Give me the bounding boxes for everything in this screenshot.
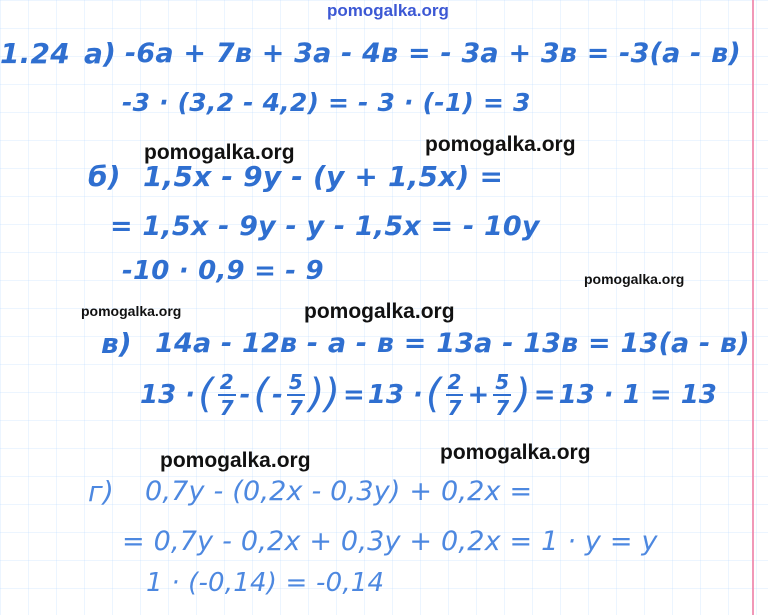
watermark-top: pomogalka.org: [327, 1, 449, 20]
part-g-label: г): [88, 475, 115, 508]
fraction-result: 13 · 1 = 13: [558, 380, 717, 410]
part-g-line-1: 0,7y - (0,2x - 0,3y) + 0,2x =: [145, 476, 533, 507]
part-a-line-1: -6a + 7в + 3a - 4в = - 3a + 3в = -3(a - в): [125, 38, 741, 69]
fraction-prefix: 13 ·: [140, 380, 196, 410]
watermark-mid-center: pomogalka.org: [304, 300, 455, 323]
watermark-bottom-left: pomogalka.org: [160, 449, 311, 472]
equals-sign-2: =: [533, 380, 556, 410]
minus-sign: -: [239, 380, 251, 410]
fraction-5-7-a: [287, 372, 305, 418]
watermark-mid-left: pomogalka.org: [144, 141, 295, 164]
part-b-label: б): [88, 160, 121, 193]
part-g-line-3: 1 · (-0,14) = -0,14: [146, 568, 385, 598]
fraction-numerator: 5: [495, 370, 510, 394]
problem-number: 1.24: [0, 37, 70, 70]
part-b-line-2: = 1,5x - 9y - y - 1,5x = - 10y: [110, 211, 540, 242]
fraction-denominator: 7: [288, 396, 303, 420]
plus-sign: +: [467, 380, 490, 410]
fraction-numerator: 2: [447, 370, 462, 394]
margin-line: [752, 0, 754, 615]
watermark-small-right: pomogalka.org: [584, 271, 685, 287]
fraction-2-7-b: [446, 372, 464, 418]
fraction-5-7-b: [493, 372, 511, 418]
fraction-denominator: 7: [495, 396, 510, 420]
equals-sign-1: =: [343, 380, 365, 410]
fraction-denominator: 7: [447, 396, 462, 420]
fraction-2-7-a: [218, 372, 236, 418]
part-a-label: а): [84, 37, 117, 70]
watermark-small-left: pomogalka.org: [81, 303, 182, 319]
paren-open-3: (: [425, 371, 442, 417]
paren-open-2: (: [253, 371, 270, 417]
fraction-multiplier: 13 ·: [367, 380, 423, 410]
negative-sign: -: [272, 380, 283, 410]
fraction-denominator: 7: [219, 396, 234, 420]
part-v-label: в): [101, 327, 132, 360]
part-a-line-2: -3 · (3,2 - 4,2) = - 3 · (-1) = 3: [122, 88, 531, 117]
fraction-numerator: 2: [219, 370, 234, 394]
paren-close-3: ): [515, 371, 531, 417]
watermark-mid-right: pomogalka.org: [425, 133, 576, 156]
part-g-line-2: = 0,7y - 0,2x + 0,3y + 0,2x = 1 · y = y: [122, 526, 658, 557]
paren-close-double: )): [308, 371, 340, 417]
part-v-line-2: [140, 372, 717, 418]
paren-open-1: (: [198, 371, 214, 417]
watermark-bottom-right: pomogalka.org: [440, 441, 591, 464]
part-b-line-1: 1,5x - 9y - (y + 1,5x) =: [143, 160, 504, 193]
fraction-numerator: 5: [288, 370, 303, 394]
part-v-line-1: 14a - 12в - a - в = 13a - 13в = 13(a - в): [155, 328, 750, 359]
part-b-line-3: -10 · 0,9 = - 9: [122, 256, 324, 286]
